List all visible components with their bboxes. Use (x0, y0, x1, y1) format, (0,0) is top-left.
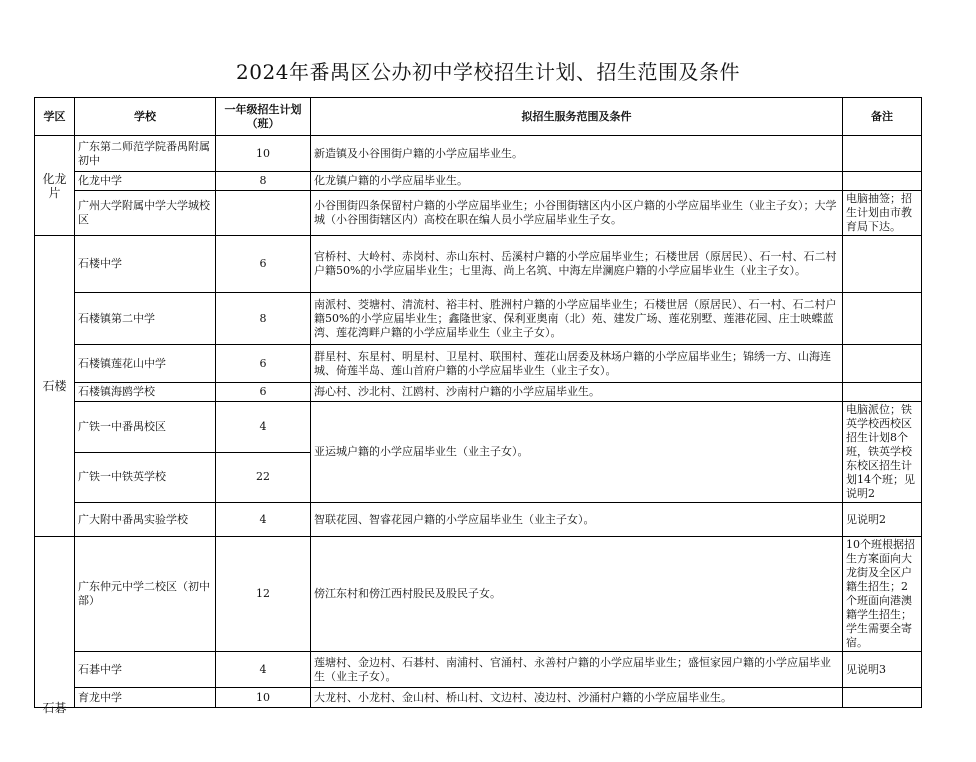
note-cell (843, 688, 922, 708)
plan-cell (216, 191, 311, 236)
plan-cell: 4 (216, 652, 311, 688)
scope-cell: 傍江东村和傍江西村股民及股民子女。 (311, 537, 843, 652)
school-cell: 广州大学附属中学大学城校区 (75, 191, 216, 236)
table-row (35, 688, 922, 708)
note-cell: 见说明3 (843, 652, 922, 688)
plan-cell: 6 (216, 236, 311, 293)
plan-cell: 8 (216, 293, 311, 345)
scope-cell: 群星村、东星村、明星村、卫星村、联围村、莲花山居委及林场户籍的小学应届毕业生；锦绣一方、山海连城、倚莲半岛、莲山首府户籍的小学应届毕业生（业主子女）。 (311, 345, 843, 383)
header-plan: 一年级招生计划（班） (216, 98, 311, 136)
zone-label-partial: 石碁 (42, 701, 67, 715)
note-cell (843, 383, 922, 402)
table-row (35, 537, 922, 652)
table-row (35, 345, 922, 383)
admission-table (34, 97, 922, 715)
table-row (35, 136, 922, 172)
scope-cell: 莲塘村、金边村、石碁村、南浦村、官涌村、永善村户籍的小学应届毕业生；盛恒家园户籍的小学应届毕业生（业主子女）。 (311, 652, 843, 688)
school-cell: 广铁一中番禺校区 (75, 402, 216, 453)
school-cell: 广东第二师范学院番禺附属初中 (75, 136, 216, 172)
school-cell: 石楼镇第二中学 (75, 293, 216, 345)
note-cell (843, 172, 922, 191)
school-cell: 化龙中学 (75, 172, 216, 191)
scope-cell: 南派村、茭塘村、清流村、裕丰村、胜洲村户籍的小学应届毕业生；石楼世居（原居民）、石一村、石二村户籍50%的小学应届毕业生；鑫隆世家、保利亚奥南（北）苑、建发广场、莲花别墅、莲港花园、庄士映蝶蓝湾、莲花湾畔户籍的小学应届毕业生（业主子女）。 (311, 293, 843, 345)
header-row (35, 98, 922, 136)
table-row (35, 191, 922, 236)
note-cell (843, 136, 922, 172)
scope-cell: 化龙镇户籍的小学应届毕业生。 (311, 172, 843, 191)
header-scope: 拟招生服务范围及条件 (311, 98, 843, 136)
plan-cell: 4 (216, 503, 311, 537)
school-cell: 广东仲元中学二校区（初中部） (75, 537, 216, 652)
plan-cell: 12 (216, 537, 311, 652)
plan-cell: 4 (216, 402, 311, 453)
school-cell: 广铁一中铁英学校 (75, 452, 216, 503)
table-row (35, 236, 922, 293)
note-cell (843, 345, 922, 383)
scope-cell: 智联花园、智睿花园户籍的小学应届毕业生（业主子女）。 (311, 503, 843, 537)
scope-cell: 大龙村、小龙村、金山村、桥山村、文边村、凌边村、沙涌村户籍的小学应届毕业生。 (311, 688, 843, 708)
school-cell: 石碁中学 (75, 652, 216, 688)
school-cell: 石楼镇海鸥学校 (75, 383, 216, 402)
table-row (35, 402, 922, 453)
plan-cell: 6 (216, 383, 311, 402)
school-cell: 石楼镇莲花山中学 (75, 345, 216, 383)
plan-cell: 6 (216, 345, 311, 383)
zone-cell-shilou: 石楼 (35, 236, 75, 537)
zone-cell-partial (35, 537, 75, 715)
header-school: 学校 (75, 98, 216, 136)
header-note: 备注 (843, 98, 922, 136)
scope-cell: 小谷围街四条保留村户籍的小学应届毕业生；小谷围街辖区内小区户籍的小学应届毕业生（业主子女）；大学城（小谷围街辖区内）高校在职在编人员小学应届毕业生子女。 (311, 191, 843, 236)
school-cell: 育龙中学 (75, 688, 216, 708)
plan-cell: 22 (216, 452, 311, 503)
table-row (35, 383, 922, 402)
header-zone: 学区 (35, 98, 75, 136)
table-row (35, 503, 922, 537)
plan-cell: 10 (216, 688, 311, 708)
table-row (35, 652, 922, 688)
table-row (35, 293, 922, 345)
admission-table-sheet (34, 97, 921, 715)
note-cell (843, 236, 922, 293)
scope-cell: 海心村、沙北村、江鸥村、沙南村户籍的小学应届毕业生。 (311, 383, 843, 402)
note-cell: 10个班根据招生方案面向大龙街及全区户籍生招生；2个班面向港澳籍学生招生；学生需要全寄宿。 (843, 537, 922, 652)
plan-cell: 8 (216, 172, 311, 191)
table-row (35, 172, 922, 191)
zone-cell-hualong: 化龙片 (35, 136, 75, 236)
page-title: 2024年番禺区公办初中学校招生计划、招生范围及条件 (236, 60, 740, 84)
scope-cell: 官桥村、大岭村、赤岗村、赤山东村、岳溪村户籍的小学应届毕业生；石楼世居（原居民）、石一村、石二村户籍50%的小学应届毕业生；七里海、尚上名筑、中海左岸澜庭户籍的小学应届毕业生（业主子女）。 (311, 236, 843, 293)
school-cell: 石楼中学 (75, 236, 216, 293)
scope-cell: 亚运城户籍的小学应届毕业生（业主子女）。 (311, 402, 843, 503)
note-cell: 电脑抽签；招生计划由市教育局下达。 (843, 191, 922, 236)
school-cell: 广大附中番禺实验学校 (75, 503, 216, 537)
plan-cell: 10 (216, 136, 311, 172)
note-cell: 电脑派位；铁英学校西校区招生计划8个班，铁英学校东校区招生计划14个班；见说明2 (843, 402, 922, 503)
note-cell (843, 293, 922, 345)
note-cell: 见说明2 (843, 503, 922, 537)
scope-cell: 新造镇及小谷围街户籍的小学应届毕业生。 (311, 136, 843, 172)
